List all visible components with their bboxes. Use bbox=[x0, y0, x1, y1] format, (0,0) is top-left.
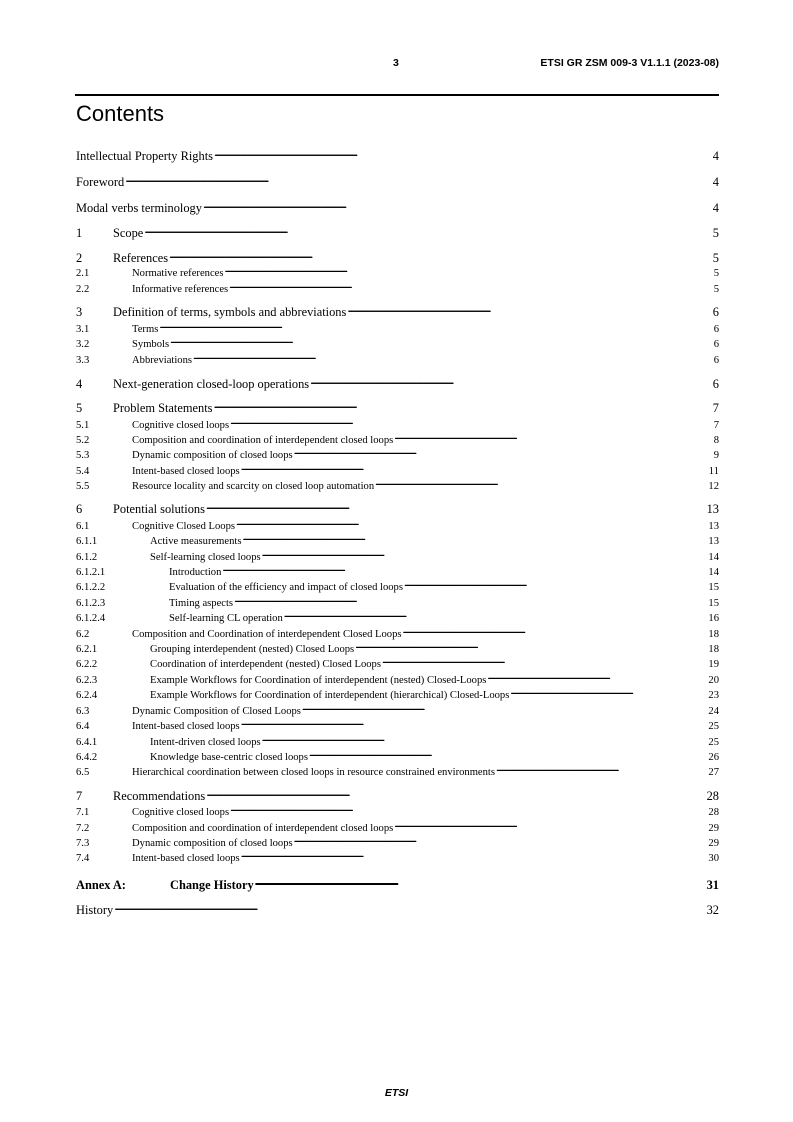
toc-entry-number: 6.3 bbox=[76, 705, 90, 717]
toc-entry[interactable] bbox=[76, 764, 719, 778]
toc-entry-title: Resource locality and scarcity on closed loop automation bbox=[132, 480, 375, 492]
toc-entry-page: 5 bbox=[712, 226, 719, 241]
toc-entry-page: 27 bbox=[708, 766, 719, 778]
toc-entry-page: 13 bbox=[708, 520, 719, 532]
toc-dot-leader bbox=[114, 902, 705, 914]
toc-entry-page: 32 bbox=[706, 903, 719, 918]
toc-entry-page: 6 bbox=[713, 338, 719, 350]
page-footer: ETSI bbox=[384, 1087, 409, 1099]
toc-dot-leader bbox=[404, 579, 707, 590]
toc-entry-page: 6 bbox=[713, 354, 719, 366]
toc-entry-title: Composition and Coordination of interdependent Closed Loops bbox=[132, 628, 402, 640]
toc-entry-title: Dynamic composition of closed loops bbox=[132, 449, 293, 461]
toc-dot-leader bbox=[144, 225, 712, 237]
toc-entry-page: 6 bbox=[712, 305, 719, 320]
toc-dot-leader bbox=[125, 174, 712, 186]
toc-entry-page: 29 bbox=[708, 837, 719, 849]
toc-dot-leader bbox=[487, 672, 707, 683]
toc-entry[interactable] bbox=[76, 703, 719, 717]
toc-entry-number: 6.1 bbox=[76, 520, 90, 532]
toc-dot-leader bbox=[206, 501, 706, 513]
toc-entry-page: 13 bbox=[708, 535, 719, 547]
toc-entry-number: 6.1.2.3 bbox=[76, 597, 106, 609]
toc-entry[interactable] bbox=[76, 200, 719, 216]
toc-entry-page: 14 bbox=[708, 566, 719, 578]
toc-dot-leader bbox=[236, 518, 707, 529]
toc-entry[interactable] bbox=[76, 417, 719, 431]
toc-entry[interactable] bbox=[76, 902, 719, 918]
page-number: 3 bbox=[393, 57, 399, 69]
toc-entry[interactable] bbox=[76, 641, 719, 655]
toc-entry-number: 5 bbox=[76, 401, 83, 416]
toc-entry[interactable] bbox=[76, 400, 719, 416]
toc-dot-leader bbox=[262, 734, 708, 745]
toc-entry-title: Change History bbox=[170, 878, 254, 893]
toc-dot-leader bbox=[206, 788, 705, 800]
toc-entry-number: 3 bbox=[76, 305, 83, 320]
toc-entry-title: References bbox=[113, 251, 169, 266]
toc-entry[interactable] bbox=[76, 250, 719, 266]
toc-entry-page: 13 bbox=[706, 502, 719, 517]
toc-dot-leader bbox=[203, 200, 712, 212]
toc-entry-number: 6.2.4 bbox=[76, 689, 98, 701]
toc-entry-title: Example Workflows for Coordination of interdependent (nested) Closed-Loops bbox=[150, 674, 487, 686]
toc-entry[interactable] bbox=[76, 518, 719, 532]
toc-entry-page: 20 bbox=[708, 674, 719, 686]
toc-entry-number: 2 bbox=[76, 251, 83, 266]
toc-entry-number: 6.4 bbox=[76, 720, 90, 732]
toc-entry-page: 31 bbox=[706, 878, 719, 893]
toc-entry-number: Annex A: bbox=[76, 878, 126, 893]
toc-entry-title: Coordination of interdependent (nested) Closed Loops bbox=[150, 658, 381, 670]
toc-entry-page: 30 bbox=[708, 852, 719, 864]
toc-entry[interactable] bbox=[76, 447, 719, 461]
toc-entry-page: 29 bbox=[708, 822, 719, 834]
toc-entry-number: 6.4.1 bbox=[76, 736, 98, 748]
toc-entry-number: 6.1.2.4 bbox=[76, 612, 106, 624]
toc-dot-leader bbox=[224, 265, 712, 276]
toc-entry[interactable] bbox=[76, 148, 719, 164]
toc-entry-title: Normative references bbox=[132, 267, 224, 279]
toc-entry-title: History bbox=[76, 903, 114, 918]
toc-entry-number: 6.5 bbox=[76, 766, 90, 778]
toc-entry[interactable] bbox=[76, 850, 719, 864]
toc-entry-number: 4 bbox=[76, 377, 83, 392]
toc-entry[interactable] bbox=[76, 321, 719, 335]
toc-entry-page: 24 bbox=[708, 705, 719, 717]
toc-entry-page: 16 bbox=[708, 612, 719, 624]
toc-entry-number: 3.3 bbox=[76, 354, 90, 366]
toc-entry-page: 12 bbox=[708, 480, 719, 492]
toc-entry-number: 6.1.2.2 bbox=[76, 581, 106, 593]
toc-entry-title: Dynamic Composition of Closed Loops bbox=[132, 705, 301, 717]
toc-entry-page: 5 bbox=[713, 283, 719, 295]
toc-entry-page: 9 bbox=[713, 449, 719, 461]
toc-entry-number: 7.2 bbox=[76, 822, 90, 834]
toc-entry-title: Dynamic composition of closed loops bbox=[132, 837, 293, 849]
toc-entry-title: Timing aspects bbox=[169, 597, 234, 609]
toc-entry-number: 3.2 bbox=[76, 338, 90, 350]
toc-dot-leader bbox=[382, 656, 707, 667]
page-title: Contents bbox=[76, 101, 165, 126]
toc-entry-title: Abbreviations bbox=[132, 354, 193, 366]
toc-entry[interactable] bbox=[76, 281, 719, 295]
toc-dot-leader bbox=[394, 820, 707, 831]
toc-dot-leader bbox=[193, 352, 713, 363]
toc-entry-page: 8 bbox=[713, 434, 719, 446]
toc-entry-page: 28 bbox=[706, 789, 719, 804]
toc-entry-number: 6 bbox=[76, 502, 83, 517]
toc-entry[interactable] bbox=[76, 734, 719, 748]
toc-entry-page: 25 bbox=[708, 720, 719, 732]
toc-dot-leader bbox=[213, 400, 711, 412]
toc-dot-leader bbox=[241, 850, 708, 861]
toc-entry-number: 1 bbox=[76, 226, 83, 241]
toc-entry[interactable] bbox=[76, 265, 719, 279]
toc-dot-leader bbox=[496, 764, 707, 775]
toc-entry[interactable] bbox=[76, 610, 719, 624]
toc-entry-title: Problem Statements bbox=[113, 401, 213, 416]
document-reference: ETSI GR ZSM 009-3 V1.1.1 (2023-08) bbox=[540, 57, 719, 69]
toc-dot-leader bbox=[222, 564, 707, 575]
toc-entry-number: 2.2 bbox=[76, 283, 90, 295]
toc-entry[interactable] bbox=[76, 595, 719, 609]
toc-dot-leader bbox=[294, 835, 708, 846]
toc-entry[interactable] bbox=[76, 687, 719, 701]
toc-entry-number: 6.2.2 bbox=[76, 658, 98, 670]
toc-entry-number: 3.1 bbox=[76, 323, 90, 335]
toc-entry[interactable] bbox=[76, 225, 719, 241]
toc-entry[interactable] bbox=[76, 533, 719, 547]
toc-entry[interactable] bbox=[76, 749, 719, 763]
toc-entry-page: 5 bbox=[713, 267, 719, 279]
toc-entry[interactable] bbox=[76, 672, 719, 686]
toc-dot-leader bbox=[310, 376, 712, 388]
toc-entry-title: Terms bbox=[132, 323, 159, 335]
toc-entry-title: Self-learning closed loops bbox=[150, 551, 261, 563]
toc-entry-number: 7.1 bbox=[76, 806, 90, 818]
toc-entry-page: 18 bbox=[708, 628, 719, 640]
toc-entry[interactable] bbox=[76, 304, 719, 320]
toc-entry-number: 5.4 bbox=[76, 465, 90, 477]
toc-dot-leader bbox=[243, 533, 708, 544]
toc-entry[interactable] bbox=[76, 564, 719, 578]
toc-entry-title: Self-learning CL operation bbox=[169, 612, 283, 624]
toc-entry-title: Intent-driven closed loops bbox=[150, 736, 261, 748]
toc-entry[interactable] bbox=[76, 656, 719, 670]
toc-entry-page: 23 bbox=[708, 689, 719, 701]
toc-entry-page: 5 bbox=[712, 251, 719, 266]
toc-entry-number: 6.1.2 bbox=[76, 551, 98, 563]
toc-entry-title: Definition of terms, symbols and abbreviations bbox=[113, 305, 347, 320]
toc-dot-leader bbox=[309, 749, 707, 760]
toc-dot-leader bbox=[294, 447, 713, 458]
toc-entry-number: 6.1.1 bbox=[76, 535, 98, 547]
toc-dot-leader bbox=[214, 148, 712, 160]
toc-dot-leader bbox=[355, 641, 707, 652]
toc-entry-title: Informative references bbox=[132, 283, 229, 295]
toc-entry[interactable] bbox=[76, 579, 719, 593]
toc-entry-title: Hierarchical coordination between closed loops in resource constrained environments bbox=[132, 766, 496, 778]
toc-entry[interactable] bbox=[76, 718, 719, 732]
toc-entry-number: 5.1 bbox=[76, 419, 90, 431]
toc-dot-leader bbox=[284, 610, 708, 621]
toc-entry-title: Modal verbs terminology bbox=[76, 201, 202, 216]
toc-entry-number: 2.1 bbox=[76, 267, 90, 279]
toc-entry-page: 25 bbox=[708, 736, 719, 748]
toc-entry[interactable] bbox=[76, 788, 719, 804]
toc-entry-title: Recommendations bbox=[113, 789, 206, 804]
toc-entry-number: 5.2 bbox=[76, 434, 90, 446]
toc-dot-leader bbox=[241, 718, 708, 729]
toc-entry-title: Intent-based closed loops bbox=[132, 465, 240, 477]
toc-entry-title: Evaluation of the efficiency and impact of closed loops bbox=[169, 581, 403, 593]
toc-entry-page: 18 bbox=[708, 643, 719, 655]
toc-entry-page: 19 bbox=[708, 658, 719, 670]
toc-entry-title: Intent-based closed loops bbox=[132, 852, 240, 864]
toc-dot-leader bbox=[229, 281, 713, 292]
toc-entry-page: 4 bbox=[712, 201, 719, 216]
toc-entry-page: 14 bbox=[708, 551, 719, 563]
toc-entry-page: 28 bbox=[708, 806, 719, 818]
toc-entry[interactable] bbox=[76, 376, 719, 392]
toc-entry-page: 4 bbox=[712, 149, 719, 164]
toc-entry-number: 6.2 bbox=[76, 628, 90, 640]
toc-entry[interactable] bbox=[76, 501, 719, 517]
toc-entry-page: 11 bbox=[708, 465, 719, 477]
toc-entry-number: 7.3 bbox=[76, 837, 90, 849]
toc-entry-page: 7 bbox=[713, 419, 719, 431]
toc-entry-title: Knowledge base-centric closed loops bbox=[150, 751, 308, 763]
toc-entry-title: Next-generation closed-loop operations bbox=[113, 377, 310, 392]
toc-entry-number: 6.2.1 bbox=[76, 643, 98, 655]
toc-entry-page: 4 bbox=[712, 175, 719, 190]
toc-entry-title: Composition and coordination of interdependent closed loops bbox=[132, 822, 394, 834]
toc-entry-title: Composition and coordination of interdependent closed loops bbox=[132, 434, 394, 446]
toc-dot-leader bbox=[170, 336, 713, 347]
toc-entry-title: Intellectual Property Rights bbox=[76, 149, 213, 164]
toc-entry[interactable] bbox=[76, 463, 719, 477]
toc-entry-title: Cognitive closed loops bbox=[132, 419, 230, 431]
toc-dot-leader bbox=[403, 626, 708, 637]
toc-entry-number: 7 bbox=[76, 789, 83, 804]
toc-dot-leader bbox=[230, 804, 707, 815]
toc-entry-title: Introduction bbox=[169, 566, 222, 578]
toc-entry-page: 7 bbox=[712, 401, 719, 416]
toc-dot-leader bbox=[262, 549, 708, 560]
toc-entry-title: Cognitive closed loops bbox=[132, 806, 230, 818]
toc-entry[interactable] bbox=[76, 432, 719, 446]
toc-entry[interactable] bbox=[76, 835, 719, 849]
toc-entry[interactable] bbox=[76, 877, 719, 893]
toc-dot-leader bbox=[169, 250, 712, 262]
toc-dot-leader bbox=[159, 321, 712, 332]
toc-entry-number: 7.4 bbox=[76, 852, 90, 864]
toc-entry-page: 6 bbox=[712, 377, 719, 392]
toc-entry-number: 5.3 bbox=[76, 449, 90, 461]
toc-entry-number: 5.5 bbox=[76, 480, 90, 492]
toc-entry[interactable] bbox=[76, 336, 719, 350]
toc-entry-title: Example Workflows for Coordination of interdependent (hierarchical) Closed-Loops bbox=[150, 689, 510, 701]
toc-dot-leader bbox=[234, 595, 707, 606]
toc-entry-title: Grouping interdependent (nested) Closed Loops bbox=[150, 643, 355, 655]
toc-dot-leader bbox=[255, 877, 706, 889]
toc-entry-title: Intent-based closed loops bbox=[132, 720, 240, 732]
toc-dot-leader bbox=[394, 432, 712, 443]
toc-entry-title: Active measurements bbox=[150, 535, 242, 547]
toc-entry-title: Scope bbox=[113, 226, 144, 241]
toc-entry-page: 6 bbox=[713, 323, 719, 335]
toc-dot-leader bbox=[230, 417, 713, 428]
toc-entry-number: 6.1.2.1 bbox=[76, 566, 106, 578]
toc-entry-number: 6.2.3 bbox=[76, 674, 98, 686]
toc-entry[interactable] bbox=[76, 549, 719, 563]
toc-entry-page: 26 bbox=[708, 751, 719, 763]
toc-dot-leader bbox=[302, 703, 708, 714]
toc-entry-page: 15 bbox=[708, 597, 719, 609]
toc-dot-leader bbox=[375, 478, 707, 489]
toc-entry-page: 15 bbox=[708, 581, 719, 593]
toc-entry[interactable] bbox=[76, 804, 719, 818]
toc-entry-title: Symbols bbox=[132, 338, 170, 350]
toc-entry[interactable] bbox=[76, 478, 719, 492]
toc-entry-title: Potential solutions bbox=[113, 502, 205, 517]
toc-entry[interactable] bbox=[76, 626, 719, 640]
toc-entry[interactable] bbox=[76, 352, 719, 366]
toc-entry-title: Cognitive Closed Loops bbox=[132, 520, 235, 532]
toc-dot-leader bbox=[241, 463, 708, 474]
toc-entry[interactable] bbox=[76, 820, 719, 834]
toc-entry-title: Foreword bbox=[76, 175, 125, 190]
toc-dot-leader bbox=[347, 304, 711, 316]
toc-dot-leader bbox=[510, 687, 707, 698]
toc-entry[interactable] bbox=[76, 174, 719, 190]
toc-entry-number: 6.4.2 bbox=[76, 751, 98, 763]
